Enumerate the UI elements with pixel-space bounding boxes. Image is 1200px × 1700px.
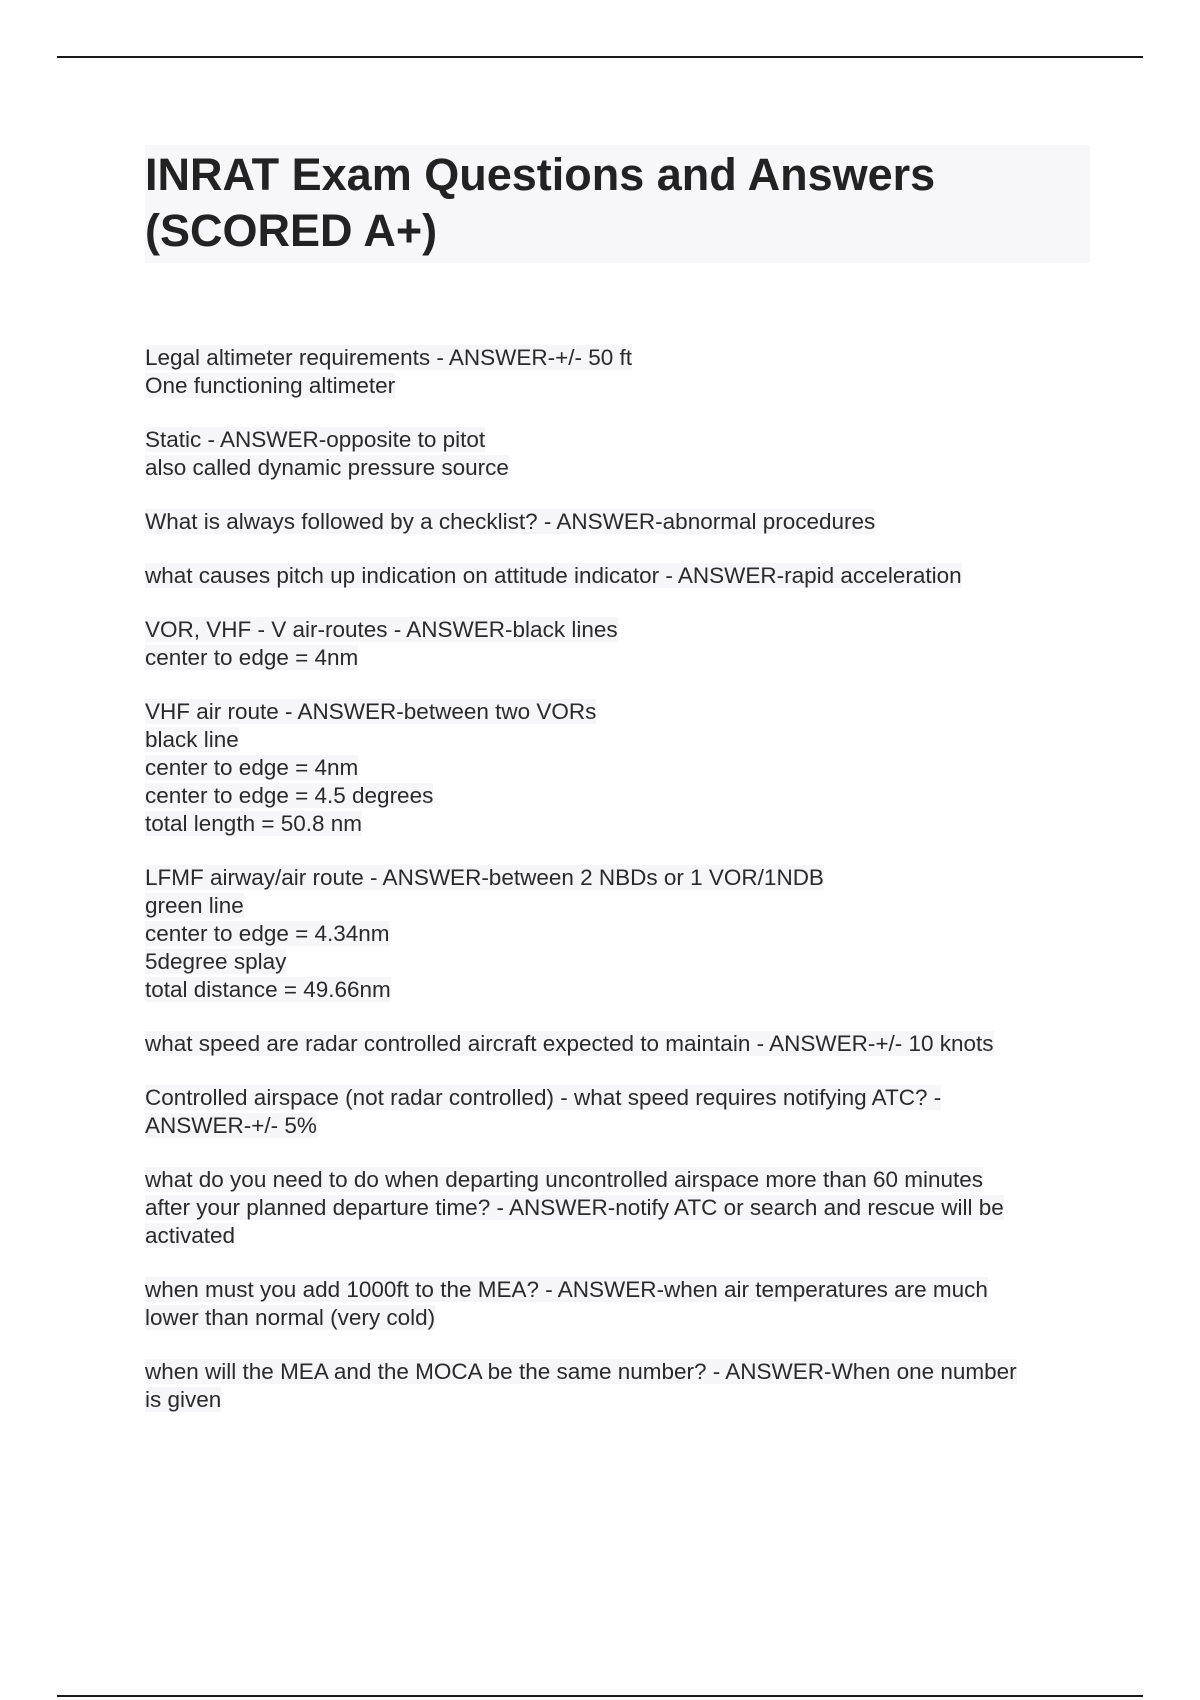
qa-line — [145, 948, 1090, 976]
qa-line — [145, 1386, 1090, 1414]
qa-line-text: One functioning altimeter — [145, 373, 396, 398]
qa-entry — [145, 1358, 1090, 1414]
qa-entry — [145, 508, 1090, 536]
qa-line — [145, 616, 1090, 644]
qa-line — [145, 864, 1090, 892]
qa-line-text: when will the MEA and the MOCA be the same number? - ANSWER-When one number — [145, 1359, 1017, 1384]
qa-line-text: Legal altimeter requirements - ANSWER-+/- 50 ft — [145, 345, 633, 370]
qa-line — [145, 1222, 1090, 1250]
qa-line — [145, 920, 1090, 948]
qa-line — [145, 1194, 1090, 1222]
qa-line-text: total length = 50.8 nm — [145, 811, 363, 836]
qa-line — [145, 782, 1090, 810]
qa-entry — [145, 562, 1090, 590]
qa-line — [145, 1358, 1090, 1386]
qa-line-text: what causes pitch up indication on attitude indicator - ANSWER-rapid acceleration — [145, 563, 962, 588]
qa-line-text: green line — [145, 893, 244, 918]
qa-entry — [145, 1030, 1090, 1058]
qa-line — [145, 1084, 1090, 1112]
qa-line-text: LFMF airway/air route - ANSWER-between 2 NBDs or 1 VOR/1NDB — [145, 865, 824, 890]
qa-line — [145, 1166, 1090, 1194]
qa-line — [145, 344, 1090, 372]
qa-line — [145, 562, 1090, 590]
qa-line-text: when must you add 1000ft to the MEA? - ANSWER-when air temperatures are much — [145, 1277, 988, 1302]
qa-line-text: Static - ANSWER-opposite to pitot — [145, 427, 486, 452]
qa-line-text: activated — [145, 1223, 236, 1248]
qa-line-text: 5degree splay — [145, 949, 287, 974]
qa-entry — [145, 616, 1090, 672]
qa-line-text: is given — [145, 1387, 222, 1412]
qa-line-text: also called dynamic pressure source — [145, 455, 509, 480]
qa-line-text: black line — [145, 727, 239, 752]
qa-list — [145, 344, 1090, 1414]
qa-line — [145, 1304, 1090, 1332]
title-block — [145, 145, 1090, 263]
qa-entry — [145, 1166, 1090, 1250]
qa-entry — [145, 426, 1090, 482]
qa-line — [145, 1276, 1090, 1304]
qa-line-text: ANSWER-+/- 5% — [145, 1113, 317, 1138]
top-rule — [57, 56, 1143, 58]
qa-entry — [145, 1084, 1090, 1140]
qa-line — [145, 1112, 1090, 1140]
qa-line — [145, 726, 1090, 754]
qa-line — [145, 976, 1090, 1004]
qa-line — [145, 698, 1090, 726]
title-line-1: INRAT Exam Questions and Answers — [145, 149, 936, 200]
qa-line — [145, 454, 1090, 482]
document-body — [145, 145, 1090, 1440]
qa-line-text: center to edge = 4nm — [145, 755, 359, 780]
qa-line-text: after your planned departure time? - ANSWER-notify ATC or search and rescue will be — [145, 1195, 1004, 1220]
qa-line — [145, 508, 1090, 536]
qa-entry — [145, 864, 1090, 1004]
qa-line — [145, 372, 1090, 400]
qa-entry — [145, 698, 1090, 838]
qa-line-text: center to edge = 4.5 degrees — [145, 783, 434, 808]
qa-line — [145, 644, 1090, 672]
qa-line-text: lower than normal (very cold) — [145, 1305, 436, 1330]
qa-entry — [145, 1276, 1090, 1332]
qa-line — [145, 892, 1090, 920]
qa-line-text: VHF air route - ANSWER-between two VORs — [145, 699, 597, 724]
bottom-rule — [57, 1695, 1143, 1697]
qa-line — [145, 810, 1090, 838]
qa-line-text: center to edge = 4nm — [145, 645, 359, 670]
qa-line-text: What is always followed by a checklist? - ANSWER-abnormal procedures — [145, 509, 876, 534]
qa-line-text: what speed are radar controlled aircraft expected to maintain - ANSWER-+/- 10 knots — [145, 1031, 994, 1056]
qa-entry — [145, 344, 1090, 400]
qa-line-text: Controlled airspace (not radar controlled) - what speed requires notifying ATC? - — [145, 1085, 942, 1110]
document-title — [145, 147, 1090, 259]
qa-line — [145, 1030, 1090, 1058]
qa-line — [145, 426, 1090, 454]
qa-line-text: center to edge = 4.34nm — [145, 921, 390, 946]
qa-line-text: what do you need to do when departing uncontrolled airspace more than 60 minutes — [145, 1167, 984, 1192]
qa-line-text: total distance = 49.66nm — [145, 977, 391, 1002]
qa-line-text: VOR, VHF - V air-routes - ANSWER-black lines — [145, 617, 618, 642]
title-line-2: (SCORED A+) — [145, 205, 438, 256]
qa-line — [145, 754, 1090, 782]
